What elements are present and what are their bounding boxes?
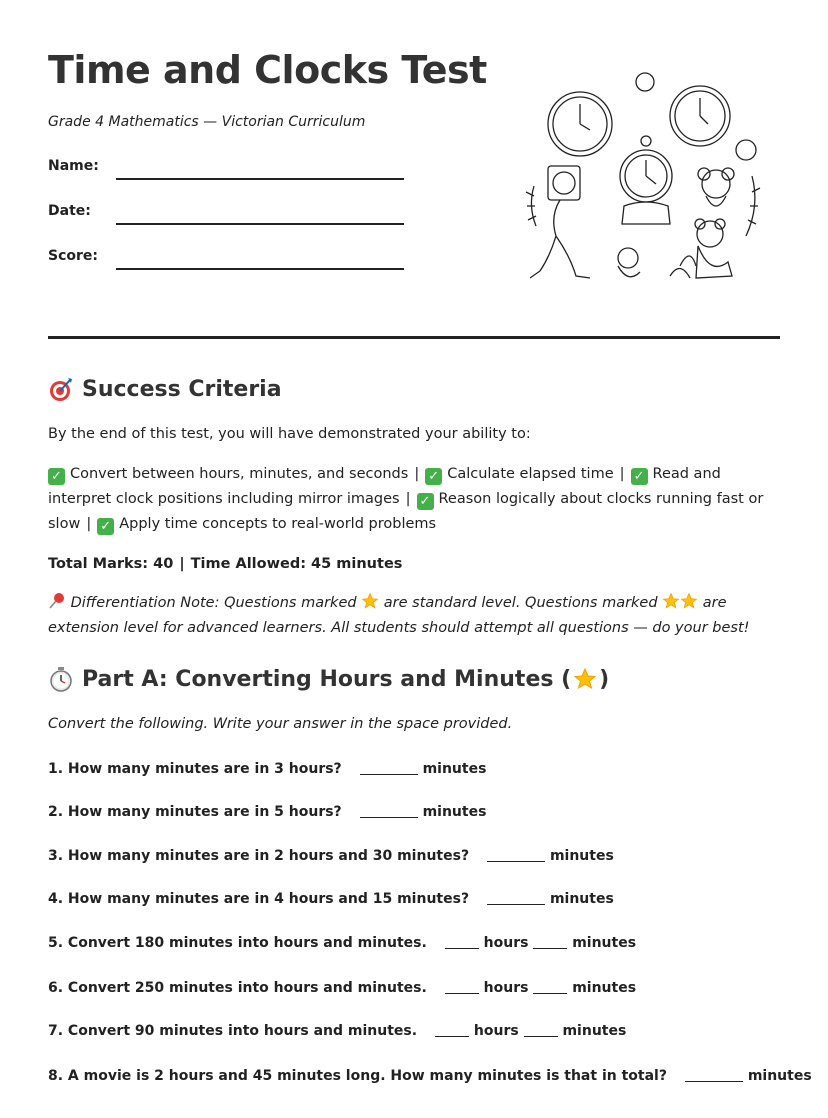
separator: | [179, 556, 185, 572]
score-label: Score: [48, 248, 98, 264]
name-line [116, 178, 404, 180]
answer-blank[interactable] [685, 1067, 743, 1082]
answer-blank[interactable] [360, 760, 418, 775]
question-text: 2. How many minutes are in 5 hours? [48, 804, 342, 820]
part-a-heading [48, 666, 609, 692]
minutes-blank[interactable] [533, 979, 567, 994]
answer-blank[interactable] [360, 803, 418, 818]
success-criteria-title: Success Criteria [82, 376, 282, 402]
clocks-and-animals-illustration [520, 66, 764, 292]
separator: | [405, 491, 411, 507]
answer-blank[interactable] [487, 847, 545, 862]
question-text: 4. How many minutes are in 4 hours and 15 minutes? [48, 891, 470, 907]
answer-blank[interactable] [487, 890, 545, 905]
star-icon [680, 592, 698, 610]
criteria-list [48, 462, 780, 537]
answer-unit: minutes [747, 1068, 812, 1084]
hours-blank[interactable] [445, 934, 479, 949]
question-text: 5. Convert 180 minutes into hours and minutes. [48, 935, 427, 951]
question-3 [48, 847, 614, 864]
question-8 [48, 1067, 812, 1084]
minutes-blank[interactable] [524, 1022, 558, 1037]
score-line [116, 268, 404, 270]
star-icon [573, 667, 597, 691]
stopwatch-icon [48, 666, 74, 692]
answer-unit: minutes [549, 891, 614, 907]
differentiation-note [48, 591, 780, 641]
criterion-1: Convert between hours, minutes, and seconds [70, 466, 409, 482]
hours-unit: hours [473, 1023, 519, 1039]
minutes-blank[interactable] [533, 934, 567, 949]
answer-unit: minutes [422, 761, 487, 777]
question-4 [48, 890, 614, 907]
question-7 [48, 1022, 626, 1039]
target-icon [48, 376, 74, 402]
hours-blank[interactable] [445, 979, 479, 994]
question-1 [48, 760, 486, 777]
question-text: 6. Convert 250 minutes into hours and minutes. [48, 980, 427, 996]
hours-unit: hours [483, 980, 529, 996]
page-title: Time and Clocks Test [48, 48, 487, 92]
criterion-3: Read and interpret clock positions including mirror images [48, 466, 721, 507]
answer-unit: minutes [422, 804, 487, 820]
question-6 [48, 979, 636, 996]
part-a-instruction: Convert the following. Write your answer in the space provided. [48, 716, 513, 732]
question-text: 7. Convert 90 minutes into hours and minutes. [48, 1023, 418, 1039]
criterion-5: Apply time concepts to real-world problems [119, 516, 437, 532]
criterion-4: Reason logically about clocks running fast or slow [48, 491, 764, 532]
part-a-title-end: ) [599, 666, 610, 692]
criterion-2: Calculate elapsed time [447, 466, 614, 482]
check-icon: ✓ [425, 468, 442, 485]
time-allowed: Time Allowed: 45 minutes [190, 556, 403, 572]
minutes-unit: minutes [562, 1023, 627, 1039]
separator: | [86, 516, 92, 532]
check-icon: ✓ [631, 468, 648, 485]
date-label: Date: [48, 203, 91, 219]
answer-unit: minutes [549, 848, 614, 864]
note-part-1: Differentiation Note: Questions marked [70, 595, 357, 611]
question-text: 8. A movie is 2 hours and 45 minutes long. How many minutes is that in total? [48, 1068, 667, 1084]
pushpin-icon [48, 592, 66, 610]
part-a-title: Part A: Converting Hours and Minutes ( [82, 666, 572, 692]
check-icon: ✓ [48, 468, 65, 485]
page-subtitle: Grade 4 Mathematics — Victorian Curriculum [48, 114, 366, 130]
note-part-3: are extension level for advanced learners. All students should attempt all questions — do your best! [48, 595, 750, 636]
question-text: 3. How many minutes are in 2 hours and 30 minutes? [48, 848, 470, 864]
check-icon: ✓ [417, 493, 434, 510]
total-marks: Total Marks: 40 [48, 556, 174, 572]
star-icon [361, 592, 379, 610]
date-line [116, 223, 404, 225]
hours-unit: hours [483, 935, 529, 951]
success-criteria-intro: By the end of this test, you will have demonstrated your ability to: [48, 426, 531, 442]
star-icon [662, 592, 680, 610]
minutes-unit: minutes [572, 935, 637, 951]
success-criteria-heading [48, 376, 282, 402]
name-label: Name: [48, 158, 99, 174]
header-divider [48, 336, 780, 339]
minutes-unit: minutes [572, 980, 637, 996]
question-2 [48, 803, 486, 820]
separator: | [414, 466, 420, 482]
hours-blank[interactable] [435, 1022, 469, 1037]
separator: | [619, 466, 625, 482]
check-icon: ✓ [97, 518, 114, 535]
question-5 [48, 934, 636, 951]
question-text: 1. How many minutes are in 3 hours? [48, 761, 342, 777]
totals-line [48, 552, 780, 577]
note-part-2: are standard level. Questions marked [383, 595, 658, 611]
